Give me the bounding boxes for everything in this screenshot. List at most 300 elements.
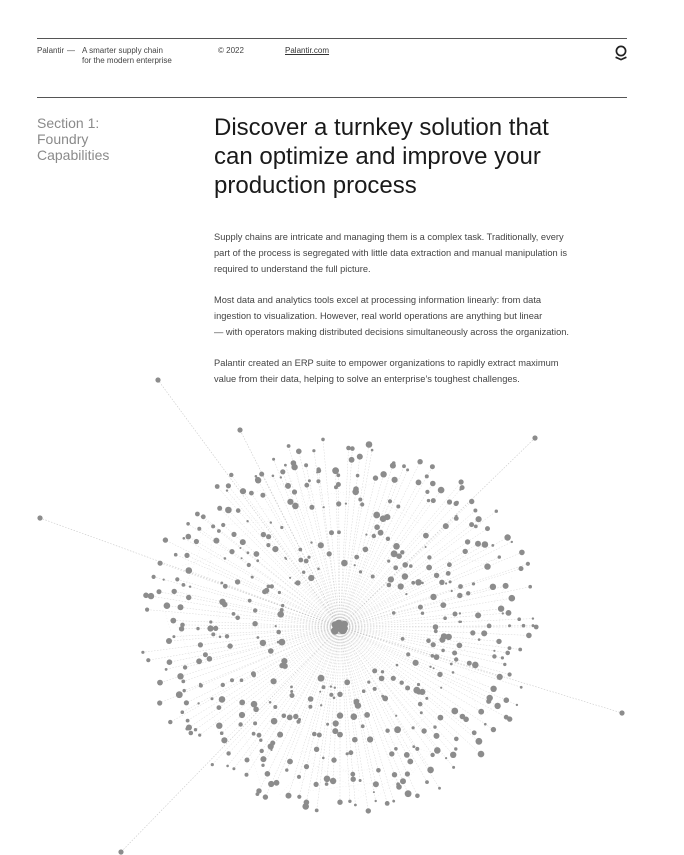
network-node bbox=[354, 701, 358, 705]
network-node bbox=[522, 624, 526, 628]
network-node bbox=[438, 487, 445, 494]
network-node bbox=[528, 585, 532, 589]
network-node bbox=[434, 629, 438, 633]
network-node bbox=[466, 591, 470, 595]
network-node bbox=[532, 617, 534, 619]
network-node bbox=[194, 728, 197, 731]
network-edge bbox=[280, 757, 314, 795]
network-edge bbox=[340, 627, 454, 767]
network-edge bbox=[340, 478, 375, 627]
network-node bbox=[236, 508, 241, 513]
network-node bbox=[199, 683, 202, 686]
network-node bbox=[292, 489, 297, 494]
network-node bbox=[348, 800, 351, 803]
network-node bbox=[493, 650, 495, 652]
network-node bbox=[506, 610, 512, 616]
network-node bbox=[284, 464, 287, 467]
network-node bbox=[351, 713, 358, 720]
network-node bbox=[447, 562, 452, 567]
network-node bbox=[485, 526, 490, 531]
network-node bbox=[239, 712, 245, 718]
network-node bbox=[259, 472, 264, 477]
network-node bbox=[440, 602, 446, 608]
network-node bbox=[434, 654, 440, 660]
network-node bbox=[376, 768, 381, 773]
network-node bbox=[196, 658, 202, 664]
network-edge bbox=[340, 627, 510, 719]
network-node bbox=[392, 800, 395, 803]
network-node bbox=[293, 714, 298, 719]
network-node bbox=[380, 471, 386, 477]
network-node bbox=[354, 564, 356, 566]
network-node bbox=[509, 595, 516, 602]
network-node bbox=[385, 801, 390, 806]
network-node bbox=[526, 633, 532, 639]
network-node bbox=[395, 715, 397, 717]
network-edge bbox=[340, 627, 427, 782]
network-node bbox=[269, 701, 272, 704]
network-edge bbox=[256, 476, 340, 627]
network-node bbox=[476, 738, 483, 745]
network-node bbox=[279, 639, 286, 646]
network-node bbox=[427, 767, 434, 774]
network-node bbox=[349, 457, 355, 463]
network-node bbox=[484, 563, 490, 569]
network-node bbox=[287, 715, 293, 721]
network-node bbox=[337, 800, 342, 805]
network-node bbox=[434, 747, 441, 754]
network-node bbox=[312, 732, 317, 737]
network-node bbox=[474, 525, 478, 529]
network-node bbox=[297, 775, 301, 779]
network-edge bbox=[188, 536, 225, 550]
network-node bbox=[353, 486, 359, 492]
network-node bbox=[318, 542, 324, 548]
network-node bbox=[227, 643, 232, 648]
network-edge bbox=[402, 718, 425, 735]
network-node bbox=[427, 499, 430, 502]
network-node bbox=[425, 697, 428, 700]
network-node bbox=[197, 527, 201, 531]
network-node bbox=[454, 747, 457, 750]
network-edge bbox=[285, 465, 340, 627]
network-node bbox=[465, 539, 470, 544]
network-node bbox=[421, 582, 424, 585]
network-node bbox=[219, 636, 222, 639]
network-node bbox=[457, 593, 462, 598]
network-node bbox=[445, 582, 447, 584]
network-edge bbox=[340, 627, 456, 739]
network-node bbox=[277, 732, 283, 738]
network-edge bbox=[340, 511, 475, 627]
network-node bbox=[158, 561, 163, 566]
network-node bbox=[320, 704, 322, 706]
network-node bbox=[425, 474, 429, 478]
network-edge bbox=[340, 480, 395, 627]
network-node bbox=[371, 449, 374, 452]
network-node bbox=[426, 638, 431, 643]
network-node bbox=[252, 621, 257, 626]
network-node bbox=[309, 505, 314, 510]
network-graph-illustration bbox=[0, 370, 684, 855]
network-node bbox=[143, 593, 149, 599]
network-node bbox=[434, 573, 439, 578]
network-node bbox=[420, 711, 423, 714]
network-node bbox=[271, 718, 278, 725]
network-node bbox=[356, 474, 360, 478]
network-node bbox=[326, 723, 329, 726]
network-node bbox=[478, 709, 484, 715]
headline-line-1: Discover a turnkey solution that bbox=[214, 114, 549, 141]
network-node bbox=[430, 594, 436, 600]
network-node bbox=[427, 555, 431, 559]
network-node bbox=[226, 483, 231, 488]
network-edge bbox=[437, 520, 468, 546]
network-node bbox=[197, 702, 199, 704]
network-node bbox=[415, 747, 419, 751]
network-node bbox=[337, 692, 342, 697]
network-node bbox=[446, 571, 451, 576]
network-node bbox=[307, 556, 310, 559]
network-node bbox=[439, 580, 444, 585]
network-edge bbox=[340, 627, 410, 762]
network-node bbox=[207, 656, 213, 662]
network-node bbox=[238, 722, 242, 726]
network-node bbox=[484, 723, 487, 726]
network-node bbox=[209, 620, 212, 623]
network-node bbox=[338, 627, 344, 633]
network-node bbox=[318, 675, 325, 682]
network-node bbox=[295, 580, 300, 585]
network-edge bbox=[288, 725, 327, 752]
network-node bbox=[526, 562, 530, 566]
network-node bbox=[186, 595, 191, 600]
network-node bbox=[255, 475, 258, 478]
network-node bbox=[165, 668, 168, 671]
network-node bbox=[167, 659, 173, 665]
network-edge bbox=[221, 522, 268, 525]
network-node bbox=[287, 759, 293, 765]
network-node bbox=[314, 747, 319, 752]
network-node bbox=[239, 547, 241, 549]
network-node bbox=[497, 674, 503, 680]
network-edge bbox=[310, 783, 373, 791]
network-node bbox=[287, 499, 293, 505]
network-edge bbox=[228, 627, 340, 766]
network-node bbox=[413, 661, 417, 665]
network-node bbox=[240, 678, 244, 682]
network-node bbox=[392, 461, 396, 465]
network-node bbox=[224, 557, 227, 560]
network-node bbox=[504, 534, 510, 540]
network-edge bbox=[231, 475, 340, 627]
network-edge bbox=[340, 627, 440, 788]
network-edge bbox=[229, 627, 340, 753]
network-node bbox=[146, 658, 150, 662]
network-node bbox=[455, 501, 459, 505]
network-node bbox=[185, 727, 188, 730]
network-node bbox=[213, 538, 219, 544]
network-node bbox=[359, 779, 362, 782]
network-node bbox=[463, 549, 468, 554]
network-node bbox=[421, 728, 426, 733]
network-node bbox=[302, 571, 305, 574]
network-edge bbox=[340, 613, 508, 627]
network-node bbox=[195, 512, 200, 517]
network-node bbox=[443, 523, 449, 529]
network-node bbox=[263, 794, 268, 799]
network-node bbox=[441, 649, 445, 653]
network-node bbox=[421, 612, 424, 615]
network-edge bbox=[184, 538, 340, 627]
network-node bbox=[240, 488, 246, 494]
network-edge bbox=[338, 748, 359, 767]
network-node bbox=[394, 545, 398, 549]
network-node bbox=[337, 712, 343, 718]
network-node bbox=[217, 529, 221, 533]
network-node bbox=[486, 699, 491, 704]
network-node bbox=[251, 576, 254, 579]
network-edge bbox=[340, 627, 520, 649]
network-node bbox=[217, 506, 222, 511]
network-node bbox=[268, 648, 274, 654]
network-edge bbox=[340, 462, 420, 627]
network-node bbox=[362, 689, 366, 693]
network-node bbox=[475, 612, 481, 618]
network-node bbox=[256, 559, 259, 562]
site-link[interactable]: Palantir.com bbox=[285, 46, 330, 55]
network-node bbox=[426, 565, 432, 571]
network-node bbox=[177, 673, 183, 679]
network-node bbox=[501, 656, 504, 659]
network-node bbox=[475, 541, 481, 547]
network-node bbox=[619, 710, 624, 715]
network-node bbox=[394, 726, 401, 733]
network-node bbox=[413, 687, 420, 694]
network-node bbox=[274, 780, 280, 786]
network-node bbox=[405, 771, 410, 776]
network-node bbox=[308, 696, 314, 702]
network-node bbox=[490, 686, 496, 692]
network-edge bbox=[460, 600, 505, 654]
network-node bbox=[170, 618, 176, 624]
network-node bbox=[168, 720, 172, 724]
network-node bbox=[183, 537, 186, 540]
network-node bbox=[317, 568, 320, 571]
network-node bbox=[507, 716, 512, 721]
network-node bbox=[220, 582, 223, 585]
network-node bbox=[245, 758, 250, 763]
network-node bbox=[247, 551, 250, 554]
network-node bbox=[379, 676, 385, 682]
network-node bbox=[281, 658, 287, 664]
network-node bbox=[240, 539, 246, 545]
network-node bbox=[329, 693, 333, 697]
network-node bbox=[260, 749, 264, 753]
network-node bbox=[438, 715, 444, 721]
network-node bbox=[296, 449, 302, 455]
network-node bbox=[237, 427, 242, 432]
network-node bbox=[298, 558, 303, 563]
network-node bbox=[287, 444, 291, 448]
network-node bbox=[452, 766, 455, 769]
network-node bbox=[275, 625, 277, 627]
network-node bbox=[433, 725, 436, 728]
network-node bbox=[315, 809, 319, 813]
network-node bbox=[186, 522, 190, 526]
network-edge bbox=[340, 598, 512, 627]
network-node bbox=[217, 705, 222, 710]
network-node bbox=[459, 612, 461, 614]
network-node bbox=[417, 683, 420, 686]
network-node bbox=[373, 781, 379, 787]
network-node bbox=[226, 751, 230, 755]
section-divider bbox=[37, 97, 627, 98]
network-node bbox=[482, 541, 489, 548]
network-node bbox=[329, 530, 334, 535]
network-edge bbox=[220, 508, 340, 627]
section-label-line-3: Capabilities bbox=[37, 147, 110, 163]
network-node bbox=[472, 730, 477, 735]
network-edge bbox=[340, 627, 481, 712]
network-node bbox=[402, 464, 406, 468]
network-node bbox=[256, 792, 260, 796]
network-edge bbox=[338, 475, 340, 627]
network-node bbox=[504, 697, 510, 703]
network-node bbox=[37, 515, 42, 520]
network-node bbox=[247, 563, 251, 567]
network-node bbox=[449, 580, 452, 583]
network-node bbox=[363, 547, 369, 553]
network-edge bbox=[434, 668, 484, 689]
network-node bbox=[322, 685, 326, 689]
para-2-line-1: Most data and analytics tools excel at processing information linearly: from data bbox=[214, 295, 542, 305]
network-node bbox=[297, 795, 301, 799]
network-node bbox=[302, 803, 309, 810]
network-node bbox=[519, 566, 524, 571]
network-edge bbox=[188, 524, 340, 627]
network-node bbox=[322, 757, 325, 760]
network-node bbox=[254, 551, 260, 557]
network-node bbox=[203, 652, 208, 657]
network-edge bbox=[200, 521, 214, 537]
network-node bbox=[280, 469, 285, 474]
network-node bbox=[332, 467, 339, 474]
network-node bbox=[344, 679, 350, 685]
network-node bbox=[447, 499, 452, 504]
network-node bbox=[284, 557, 286, 559]
network-node bbox=[411, 581, 415, 585]
network-node bbox=[211, 524, 215, 528]
network-node bbox=[433, 624, 439, 630]
network-node bbox=[290, 690, 293, 693]
network-node bbox=[321, 438, 325, 442]
network-node bbox=[178, 604, 184, 610]
network-node bbox=[276, 630, 281, 635]
network-node bbox=[375, 800, 377, 802]
network-node bbox=[235, 579, 240, 584]
network-node bbox=[392, 611, 396, 615]
network-edge bbox=[304, 492, 356, 496]
network-node bbox=[402, 562, 408, 568]
network-node bbox=[454, 737, 459, 742]
network-edge bbox=[188, 537, 340, 627]
para-1-line-2: part of the process is segregated with little data extraction and manual manipulation is bbox=[214, 248, 567, 258]
network-node bbox=[357, 454, 363, 460]
network-node bbox=[186, 534, 192, 540]
network-node bbox=[491, 544, 494, 547]
network-edge bbox=[340, 518, 456, 627]
network-node bbox=[398, 583, 404, 589]
network-node bbox=[405, 593, 407, 595]
network-node bbox=[180, 623, 185, 628]
network-edge bbox=[314, 451, 340, 627]
network-node bbox=[396, 553, 402, 559]
network-node bbox=[373, 791, 375, 793]
network-node bbox=[290, 686, 293, 689]
network-node bbox=[401, 637, 405, 641]
network-node bbox=[409, 564, 413, 568]
network-node bbox=[372, 668, 377, 673]
network-node bbox=[438, 787, 441, 790]
network-node bbox=[221, 683, 225, 687]
network-node bbox=[186, 567, 193, 574]
network-node bbox=[388, 576, 394, 582]
network-node bbox=[229, 549, 234, 554]
network-node bbox=[259, 739, 262, 742]
network-node bbox=[366, 808, 371, 813]
network-node bbox=[386, 537, 390, 541]
network-nodes bbox=[37, 377, 624, 854]
network-node bbox=[334, 687, 336, 689]
network-node bbox=[141, 651, 144, 654]
network-node bbox=[270, 521, 272, 523]
network-node bbox=[221, 523, 225, 527]
network-node bbox=[478, 638, 481, 641]
network-edge bbox=[340, 627, 474, 733]
network-node bbox=[425, 546, 427, 548]
network-node bbox=[508, 624, 511, 627]
network-edge bbox=[497, 586, 504, 646]
network-node bbox=[278, 591, 281, 594]
network-node bbox=[385, 729, 389, 733]
network-node bbox=[400, 550, 404, 554]
network-node bbox=[268, 781, 274, 787]
network-node bbox=[330, 778, 336, 784]
network-node bbox=[454, 657, 458, 661]
network-node bbox=[221, 737, 227, 743]
network-node bbox=[503, 663, 506, 666]
para-3-line-2: value from their data, helping to solve an enterprise’s toughest challenges. bbox=[214, 374, 520, 384]
network-node bbox=[520, 686, 523, 689]
network-node bbox=[454, 516, 459, 521]
network-node bbox=[360, 502, 364, 506]
network-edge bbox=[165, 613, 170, 631]
network-node bbox=[472, 582, 475, 585]
network-node bbox=[400, 681, 404, 685]
network-node bbox=[469, 499, 474, 504]
network-node bbox=[332, 728, 338, 734]
network-node bbox=[425, 490, 429, 494]
network-node bbox=[372, 534, 376, 538]
network-node bbox=[277, 641, 280, 644]
network-node bbox=[453, 612, 458, 617]
network-node bbox=[406, 468, 409, 471]
network-node bbox=[189, 586, 191, 588]
network-node bbox=[272, 458, 275, 461]
network-node bbox=[430, 481, 436, 487]
network-node bbox=[405, 790, 412, 797]
